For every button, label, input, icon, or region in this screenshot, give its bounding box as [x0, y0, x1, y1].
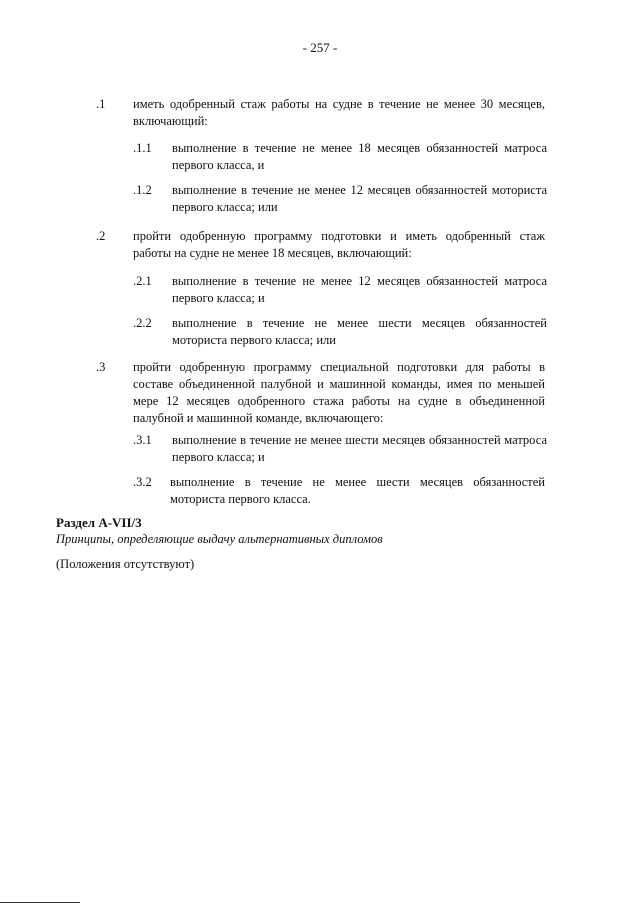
text-line: составе объединенной палубной и машинной команды, имея по меньшей	[133, 377, 545, 391]
sub-item-number: .3.2	[133, 475, 152, 489]
text-line: палубной и машинной команде, включающего:	[133, 411, 384, 425]
page-number: - 257 -	[302, 40, 338, 55]
sub-item-text	[172, 273, 547, 307]
text-line: пройти одобренную программу специальной подготовки для работы в	[133, 360, 545, 374]
sub-item-text	[172, 432, 547, 466]
list-item-number: .1	[96, 97, 106, 111]
list-item-text	[133, 359, 545, 427]
list-item-text	[133, 228, 545, 262]
section-heading: Раздел A-VII/3	[56, 515, 142, 530]
text-line: первого класса, и	[172, 158, 265, 172]
text-line: включающий:	[133, 114, 208, 128]
sub-item-text	[172, 182, 547, 216]
sub-item-text	[170, 474, 545, 508]
sub-item-text	[172, 315, 547, 349]
text-line: выполнение в течение не менее 12 месяцев обязанностей матроса	[172, 274, 547, 288]
sub-item-number: .1.2	[133, 183, 152, 197]
text-line: моториста первого класса.	[170, 492, 311, 506]
sub-item-number: .3.1	[133, 433, 152, 447]
text-line: иметь одобренный стаж работы на судне в течение не менее 30 месяцев,	[133, 97, 545, 111]
list-item-text	[133, 96, 545, 130]
text-line: пройти одобренную программу подготовки и иметь одобренный стаж	[133, 229, 545, 243]
text-line: первого класса; или	[172, 200, 278, 214]
text-line: выполнение в течение не менее шести месяцев обязанностей	[170, 475, 545, 489]
footer-rule	[0, 902, 80, 903]
sub-item-number: .1.1	[133, 141, 152, 155]
text-line: выполнение в течение не менее шести месяцев обязанностей	[172, 316, 547, 330]
list-item-number: .3	[96, 360, 106, 374]
text-line: первого класса; и	[172, 291, 265, 305]
text-line: работы на судне не менее 18 месяцев, включающий:	[133, 246, 412, 260]
section-note: (Положения отсутствуют)	[56, 557, 195, 571]
text-line: выполнение в течение не менее 18 месяцев обязанностей матроса	[172, 141, 547, 155]
text-line: моториста первого класса; или	[172, 333, 336, 347]
text-line: выполнение в течение не менее шести месяцев обязанностей матроса	[172, 433, 547, 447]
text-line: первого класса; и	[172, 450, 265, 464]
sub-item-text	[172, 140, 547, 174]
list-item-number: .2	[96, 229, 106, 243]
sub-item-number: .2.2	[133, 316, 152, 330]
section-subtitle: Принципы, определяющие выдачу альтернативных дипломов	[56, 532, 383, 546]
text-line: выполнение в течение не менее 12 месяцев обязанностей моториста	[172, 183, 547, 197]
text-line: мере 12 месяцев одобренного стажа работы на судне в объединенной	[133, 394, 545, 408]
sub-item-number: .2.1	[133, 274, 152, 288]
